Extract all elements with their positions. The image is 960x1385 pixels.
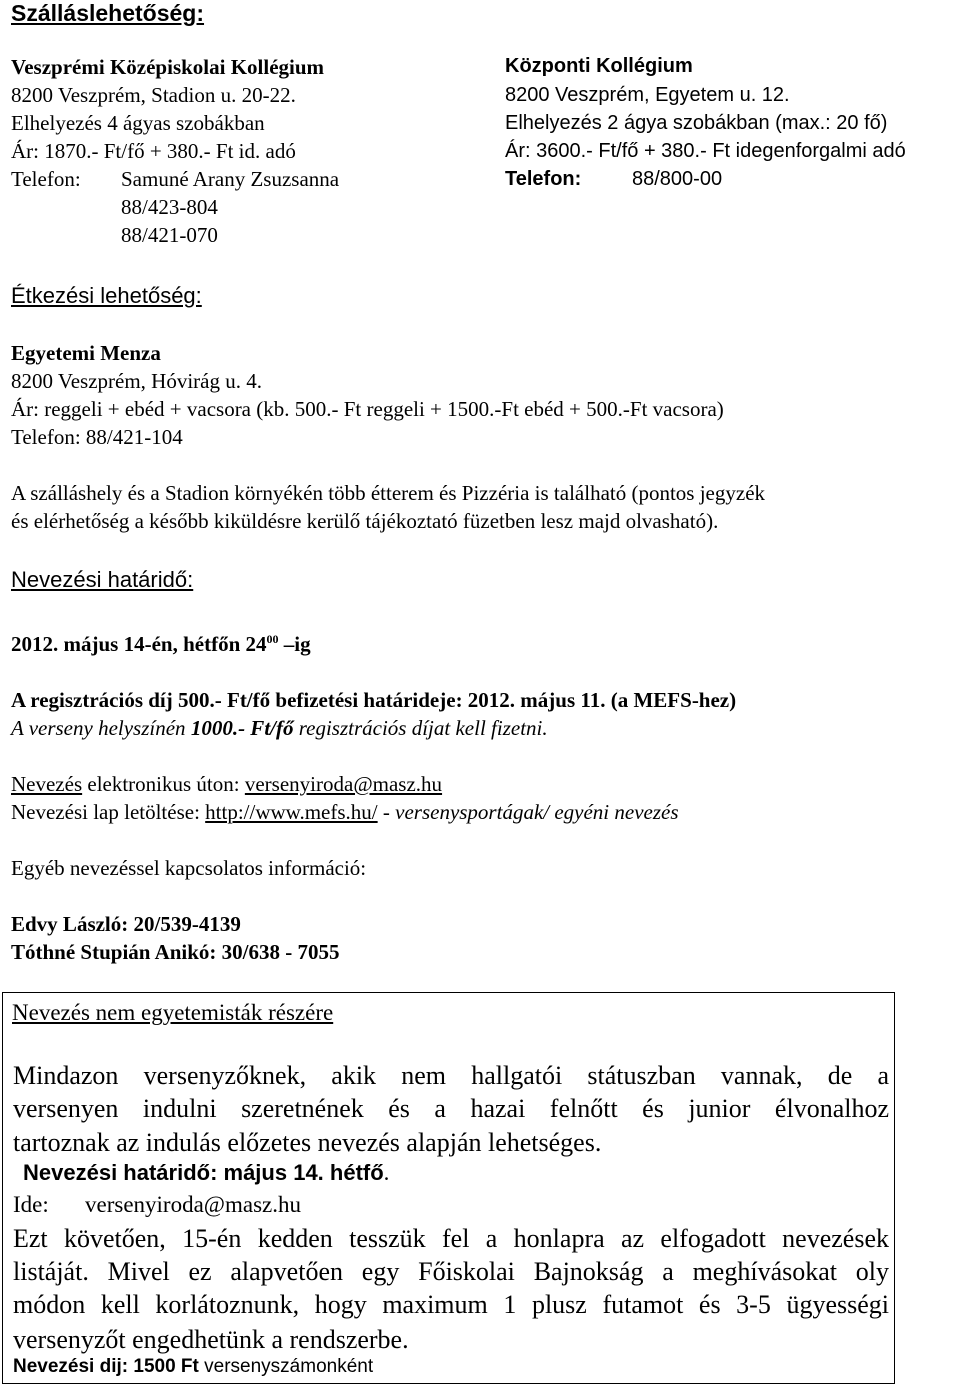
deadline-date-suffix: –ig: [283, 632, 311, 656]
left-phone2: 88/421-070: [121, 223, 218, 247]
form-pre: Nevezési lap letöltése:: [11, 800, 206, 824]
onsite-pre: A verseny helyszínén: [11, 716, 191, 740]
deadline-date-text: 2012. május 14-én, hétfőn 24: [11, 632, 267, 656]
right-name: Központi Kollégium: [505, 55, 693, 77]
left-contact: Samuné Arany Zsuzsanna: [121, 167, 340, 191]
onsite-post: regisztrációs díjat kell fizetni.: [293, 716, 548, 740]
left-phone-label: Telefon:: [11, 167, 81, 191]
left-price: Ár: 1870.- Ft/fő + 380.- Ft id. adó: [11, 139, 296, 163]
dining-name: Egyetemi Menza: [11, 341, 161, 365]
deadline-heading: Nevezési határidő:: [11, 567, 194, 592]
box-fee-rest: versenyszámonként: [198, 1356, 374, 1377]
left-name: Veszprémi Középiskolai Kollégium: [11, 55, 325, 79]
box-p1-line3: tartoznak az indulás előzetes nevezés alapján lehetséges.: [13, 1128, 602, 1157]
dining-price: Ár: reggeli + ebéd + vacsora (kb. 500.- Ft reggeli + 1500.-Ft ebéd + 500.-Ft vacsora): [11, 397, 724, 421]
other-info: Egyéb nevezéssel kapcsolatos információ:: [11, 856, 367, 880]
dining-address: 8200 Veszprém, Hóvirág u. 4.: [11, 369, 262, 393]
dining-phone: Telefon: 88/421-104: [11, 425, 183, 449]
deadline-date-sup: 00: [266, 632, 279, 646]
form-line: [11, 800, 679, 825]
dining-info-line2: és elérhetőség a később kiküldésre kerülő tájékoztató füzetben lesz majd olvasható).: [11, 509, 719, 533]
box-p1-line2: versenyen indulni szeretnének és a hazai felnőtt és junior élvonalhoz: [13, 1094, 889, 1123]
dining-heading: Étkezési lehetőség:: [11, 283, 202, 308]
right-rooms: Elhelyezés 2 ágya szobákban (max.: 20 fő): [505, 112, 888, 134]
accommodation-heading: Szálláslehetőség:: [11, 0, 205, 26]
box-p2-line3: módon kell korlátoznunk, hogy maximum 1 plusz futamot és 3-5 ügyességi: [13, 1290, 889, 1319]
box-p2-line2: listáját. Mivel ez alapvetően egy Főiskolai Bajnokság a meghívásokat oly: [13, 1257, 889, 1286]
box-deadline-dot: .: [383, 1160, 390, 1185]
right-address: 8200 Veszprém, Egyetem u. 12.: [505, 84, 790, 106]
onsite-fee: [11, 716, 548, 741]
box-p2-line1: Ezt követően, 15-én kedden tesszük fel a honlapra az elfogadott nevezések: [13, 1224, 889, 1253]
left-phone1: 88/423-804: [121, 195, 218, 219]
box-to-email: versenyiroda@masz.hu: [85, 1192, 301, 1217]
entry-email-link[interactable]: versenyiroda@masz.hu: [244, 772, 443, 796]
right-phone: 88/800-00: [632, 168, 723, 190]
entry-rest: elektronikus úton:: [82, 772, 245, 796]
box-p1-line1: Mindazon versenyzőknek, akik nem hallgatói státuszban vannak, de a: [13, 1061, 889, 1090]
form-url-link[interactable]: http://www.mefs.hu/: [205, 800, 378, 824]
box-to: [13, 1192, 301, 1218]
box-heading: Nevezés nem egyetemisták részére: [12, 1000, 334, 1025]
dining-info-line1: A szálláshely és a Stadion környékén több étterem és Pizzéria is található (pontos jegyzék: [11, 481, 766, 505]
box-deadline-text: Nevezési határidő: május 14. hétfő: [23, 1160, 384, 1185]
box-p2-line4: versenyzőt engedhetünk a rendszerbe.: [13, 1325, 409, 1354]
right-phone-label: Telefon:: [505, 168, 582, 190]
onsite-bold: 1000.- Ft/fő: [190, 716, 294, 740]
entry-line: [11, 772, 442, 797]
right-price: Ár: 3600.- Ft/fő + 380.- Ft idegenforgalmi adó: [505, 140, 906, 162]
box-deadline: [23, 1160, 389, 1186]
box-fee-label: Nevezési dij: 1500 Ft: [13, 1356, 199, 1377]
box-to-label: Ide:: [13, 1192, 49, 1217]
form-post: - versenysportágak/ egyéni nevezés: [377, 800, 679, 824]
left-address: 8200 Veszprém, Stadion u. 20-22.: [11, 83, 296, 107]
deadline-date: [11, 632, 311, 657]
contact-2: Tóthné Stupián Anikó: 30/638 - 7055: [11, 940, 340, 964]
left-rooms: Elhelyezés 4 ágyas szobákban: [11, 111, 265, 135]
fee-line: A regisztrációs díj 500.- Ft/fő befizetési határideje: 2012. május 11. (a MEFS-hez): [11, 688, 737, 712]
box-fee: [13, 1356, 373, 1378]
contact-1: Edvy László: 20/539-4139: [11, 912, 241, 936]
non-university-entry-box: [2, 992, 895, 1384]
entry-word: Nevezés: [11, 772, 83, 796]
